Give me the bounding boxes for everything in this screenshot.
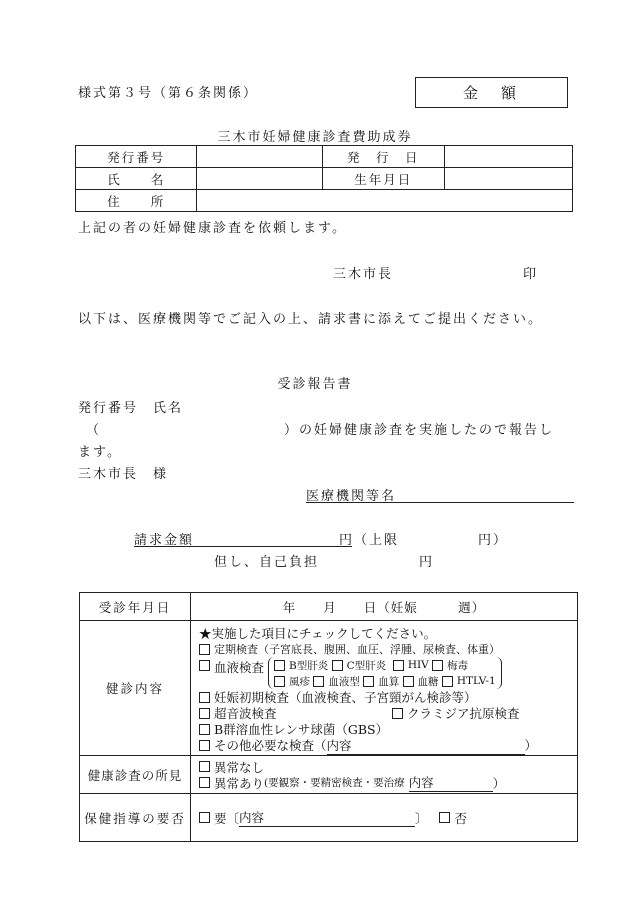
checkbox[interactable]	[274, 660, 285, 671]
self-pay: 但し、自己負担	[214, 555, 320, 570]
issue-number-label: 発行番号	[76, 146, 197, 168]
issue-date-field[interactable]	[444, 146, 572, 168]
other-content-field[interactable]: 内容	[327, 736, 525, 755]
mayor-line: 三木市長	[333, 267, 394, 282]
report-body-tail2: ます。	[78, 445, 122, 460]
checkbox[interactable]	[199, 708, 210, 719]
name-label: 氏 名	[76, 168, 197, 190]
institution-label: 医療機関等名	[306, 489, 397, 504]
institution-line[interactable]	[306, 485, 574, 503]
visit-date-label: 受診年月日	[80, 593, 191, 621]
report-body-tail: ）の妊婦健康診査を実施したので報告し	[284, 423, 555, 438]
claim-amount-line[interactable]	[134, 529, 352, 547]
item-blood: 血液検査 B型肝炎 C型肝炎 HIV 梅毒 風疹 血液型 血算 血糖 HTLV-1	[199, 657, 577, 689]
item-periodic[interactable]: 定期検査（子宮底長、腹囲、血圧、浮腫、尿検査、体重）	[199, 641, 577, 657]
exam-table	[79, 592, 578, 842]
birth-date-field[interactable]	[444, 168, 572, 190]
guidance-label: 保健指導の要否	[80, 794, 191, 842]
findings-label: 健康診査の所見	[80, 756, 191, 794]
item-gbs[interactable]: B群溶血性レンサ球菌（GBS）	[199, 721, 577, 737]
item-ultrasound[interactable]: 超音波検査 クラミジア抗原検査	[199, 705, 577, 721]
abnormal[interactable]: 異常あり (要観察・要精密検査・要治療 内容 ）	[199, 775, 577, 791]
guidance-row: 要〔 内容 〕 否	[199, 810, 577, 826]
instruction: 以下は、医療機関等でご記入の上、請求書に添えてご提出ください。	[78, 312, 544, 327]
item-early[interactable]: 妊娠初期検査（血液検査、子宮頸がん検診等）	[199, 689, 577, 705]
findings-cell	[191, 756, 578, 794]
checkbox[interactable]	[442, 676, 453, 687]
guidance-cell	[191, 794, 578, 842]
report-open-paren: （	[86, 423, 100, 438]
checkbox[interactable]	[393, 660, 404, 671]
checkbox[interactable]	[199, 724, 210, 735]
checkbox[interactable]	[199, 777, 210, 788]
request-text: 上記の者の妊婦健康診査を依頼します。	[78, 221, 347, 236]
checkbox[interactable]	[274, 676, 285, 687]
address-field[interactable]	[197, 190, 573, 212]
check-prompt: ★実施した項目にチェックしてください。	[199, 626, 437, 641]
content-cell	[191, 621, 578, 756]
content-label: 健診内容	[80, 621, 191, 756]
checkbox[interactable]	[439, 812, 450, 823]
checkbox[interactable]	[199, 761, 210, 772]
checkbox[interactable]	[363, 676, 374, 687]
form-number: 様式第３号（第６条関係）	[78, 86, 259, 101]
checkbox[interactable]	[403, 676, 414, 687]
checkbox[interactable]	[432, 660, 443, 671]
checkbox[interactable]	[332, 660, 343, 671]
address-label: 住 所	[76, 190, 197, 212]
issue-number-field[interactable]	[197, 146, 322, 168]
self-pay-yen: 円	[419, 555, 433, 570]
checkbox[interactable]	[199, 660, 210, 671]
checkbox[interactable]	[199, 740, 210, 751]
issue-date-label: 発 行 日	[322, 146, 444, 168]
blood-row-1: B型肝炎 C型肝炎 HIV 梅毒	[274, 657, 496, 673]
name-field[interactable]	[197, 168, 322, 190]
seal-mark: 印	[523, 267, 537, 282]
coupon-title: 三木市妊婦健康診査費助成券	[217, 130, 413, 145]
report-issue-name: 発行番号 氏名	[78, 401, 184, 416]
visit-date-value[interactable]: 年 月 日（妊娠 週）	[191, 593, 578, 621]
blood-subitems	[268, 657, 502, 689]
checkbox[interactable]	[199, 812, 210, 823]
yen-upper: 円（上限	[339, 533, 400, 548]
checkbox[interactable]	[392, 708, 403, 719]
item-other[interactable]: その他必要な検査（ 内容 ）	[199, 737, 577, 753]
coupon-table	[75, 145, 573, 212]
yen-close: 円）	[478, 533, 509, 548]
report-title: 受診報告書	[277, 377, 353, 392]
checkbox[interactable]	[199, 644, 210, 655]
birth-date-label: 生年月日	[322, 168, 444, 190]
guidance-content-field[interactable]: 内容	[239, 808, 415, 827]
blood-row-2: 風疹 血液型 血算 血糖 HTLV-1	[274, 673, 496, 689]
checkbox[interactable]	[199, 692, 210, 703]
abnormal-content-field[interactable]: 内容	[409, 773, 493, 792]
report-addressee: 三木市長 様	[78, 467, 169, 482]
amount-label: 金 額	[462, 84, 520, 102]
no-abnormal[interactable]: 異常なし	[199, 759, 577, 775]
checkbox[interactable]	[313, 676, 324, 687]
amount-box	[415, 77, 568, 108]
claim-amount-label: 請求金額	[134, 533, 195, 548]
